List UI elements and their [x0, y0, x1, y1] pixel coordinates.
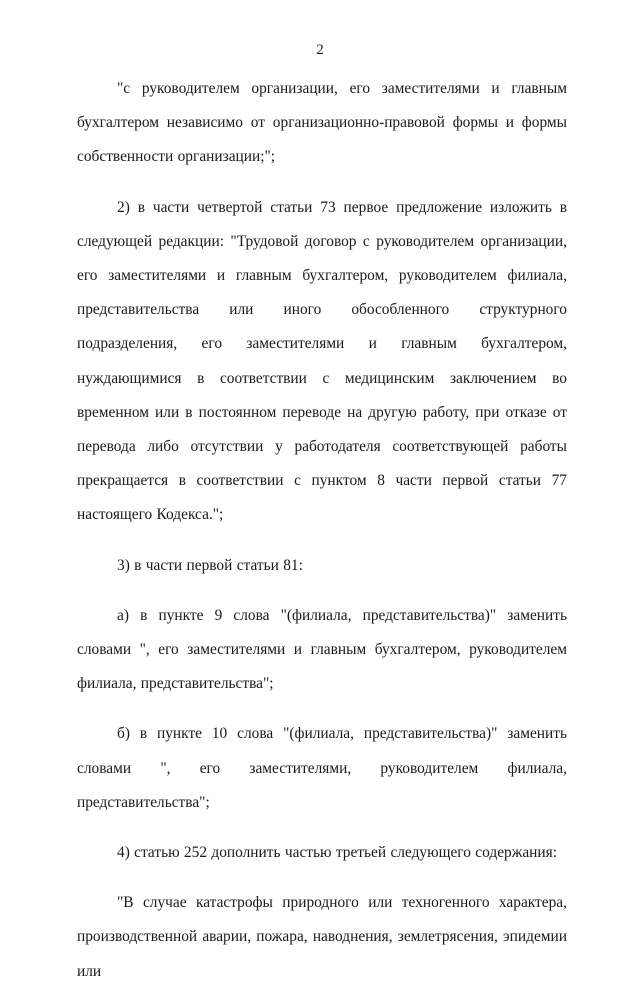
paragraph-item-3a: а) в пункте 9 слова "(филиала, представительства)" заменить словами ", его заместителями и главным бухгалтером, руководителем филиала, представительства";: [77, 606, 567, 693]
page-number: 2: [316, 42, 324, 58]
paragraph-item-3: 3) в части первой статьи 81:: [117, 556, 303, 574]
paragraph-item-4: 4) статью 252 дополнить частью третьей следующего содержания:: [117, 844, 558, 862]
paragraph-quote-continuation: "с руководителем организации, его заместителями и главным бухгалтером независимо от организационно-правовой формы и формы собственности организации;";: [77, 80, 567, 166]
paragraph-new-part-text: "В случае катастрофы природного или техногенного характера, производственной аварии, пожара, наводнения, землетрясения, эпидемии или: [77, 894, 567, 980]
paragraph-item-3b: б) в пункте 10 слова "(филиала, представительства)" заменить словами ", его заместителями, руководителем филиала, представительства";: [77, 725, 567, 811]
document-body: [77, 72, 567, 989]
paragraph-item-2: 2) в части четвертой статьи 73 первое предложение изложить в следующей редакции: "Трудовой договор с руководителем организации, его заместителями и главным бухгалтером, руководителем филиала, представительства или иного обособленного структурного подразделения, его заместителями и главным бухгалтером, нуждающимися в соответствии с медицинским заключением во временном или в постоянном переводе на другую работу, при отказе от перевода либо отсутствии у работодателя соответствующей работы прекращается в соответствии с пунктом 8 части первой статьи 77 настоящего Кодекса.";: [77, 198, 567, 524]
